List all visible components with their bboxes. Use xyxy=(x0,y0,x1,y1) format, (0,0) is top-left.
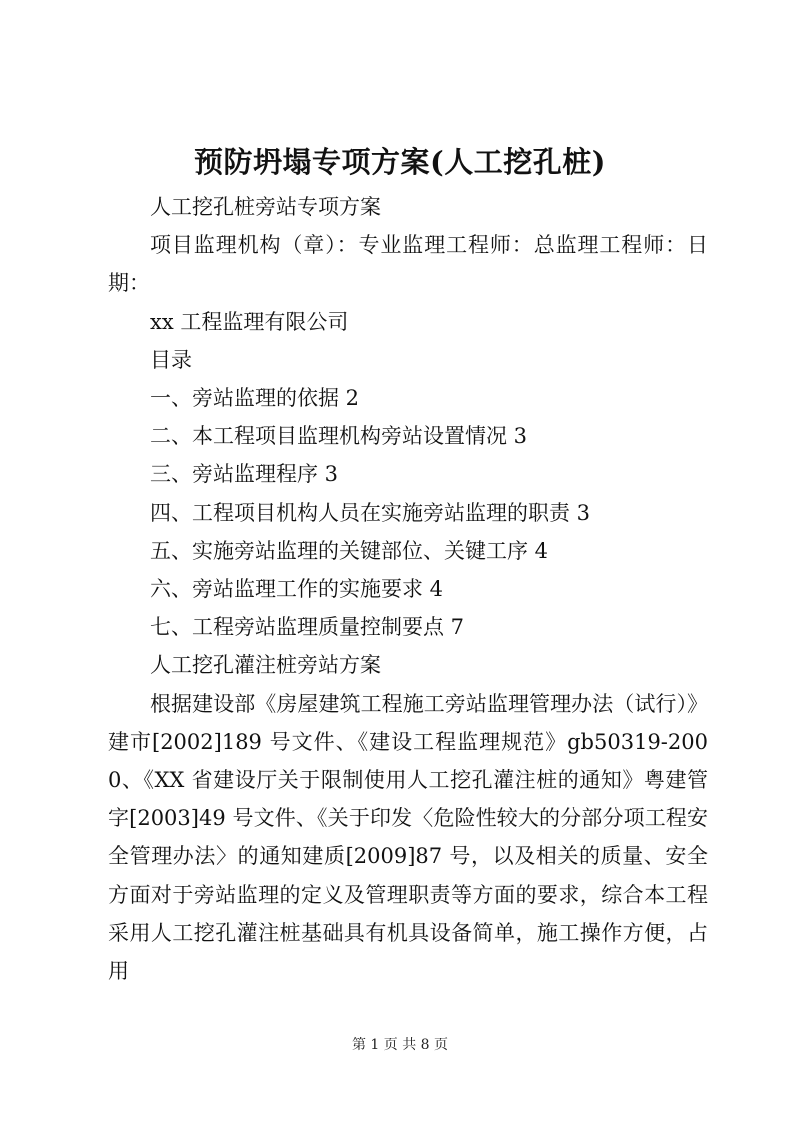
toc-item: 二、本工程项目监理机构旁站设置情况 3 xyxy=(150,424,528,449)
toc-item: 七、工程旁站监理质量控制要点 7 xyxy=(150,615,465,640)
toc-item: 四、工程项目机构人员在实施旁站监理的职责 3 xyxy=(150,500,591,525)
subtitle-paragraph: 人工挖孔桩旁站专项方案 xyxy=(150,195,381,219)
toc-item: 一、旁站监理的依据 2 xyxy=(150,386,360,411)
page-footer: 第 1 页 共 8 页 xyxy=(351,1037,449,1053)
document-body xyxy=(108,188,708,990)
body-paragraph: 根据建设部《房屋建筑工程施工旁站监理管理办法（试行）》建市[2002]189 号文件、《建设工程监理规范》gb50319-2000、《XX 省建设厅关于限制使用人工挖孔灌注桩的通知》粤建管字[2003]49 号文件、《关于印发〈危险性较大的分部分项工程安全管理办法〉的通知建质[2009]87 号，以及相关的质量、安全方面对于旁站监理的定义及管理职责等方面的要求，综合本工程采用人工挖孔灌注桩基础具有机具设备简单，施工操作方便，占用 xyxy=(108,691,708,984)
section-heading: 人工挖孔灌注桩旁站方案 xyxy=(150,653,381,678)
toc-item: 五、实施旁站监理的关键部位、关键工序 4 xyxy=(150,538,549,563)
signature-line: 项目监理机构（章）：专业监理工程师：总监理工程师：日期： xyxy=(108,233,708,296)
company-name: xx 工程监理有限公司 xyxy=(150,309,349,334)
toc-item: 六、旁站监理工作的实施要求 4 xyxy=(150,577,444,602)
document-title: 预防坍塌专项方案(人工挖孔桩) xyxy=(194,145,606,179)
toc-heading: 目录 xyxy=(150,347,192,372)
toc-item: 三、旁站监理程序 3 xyxy=(150,462,339,487)
